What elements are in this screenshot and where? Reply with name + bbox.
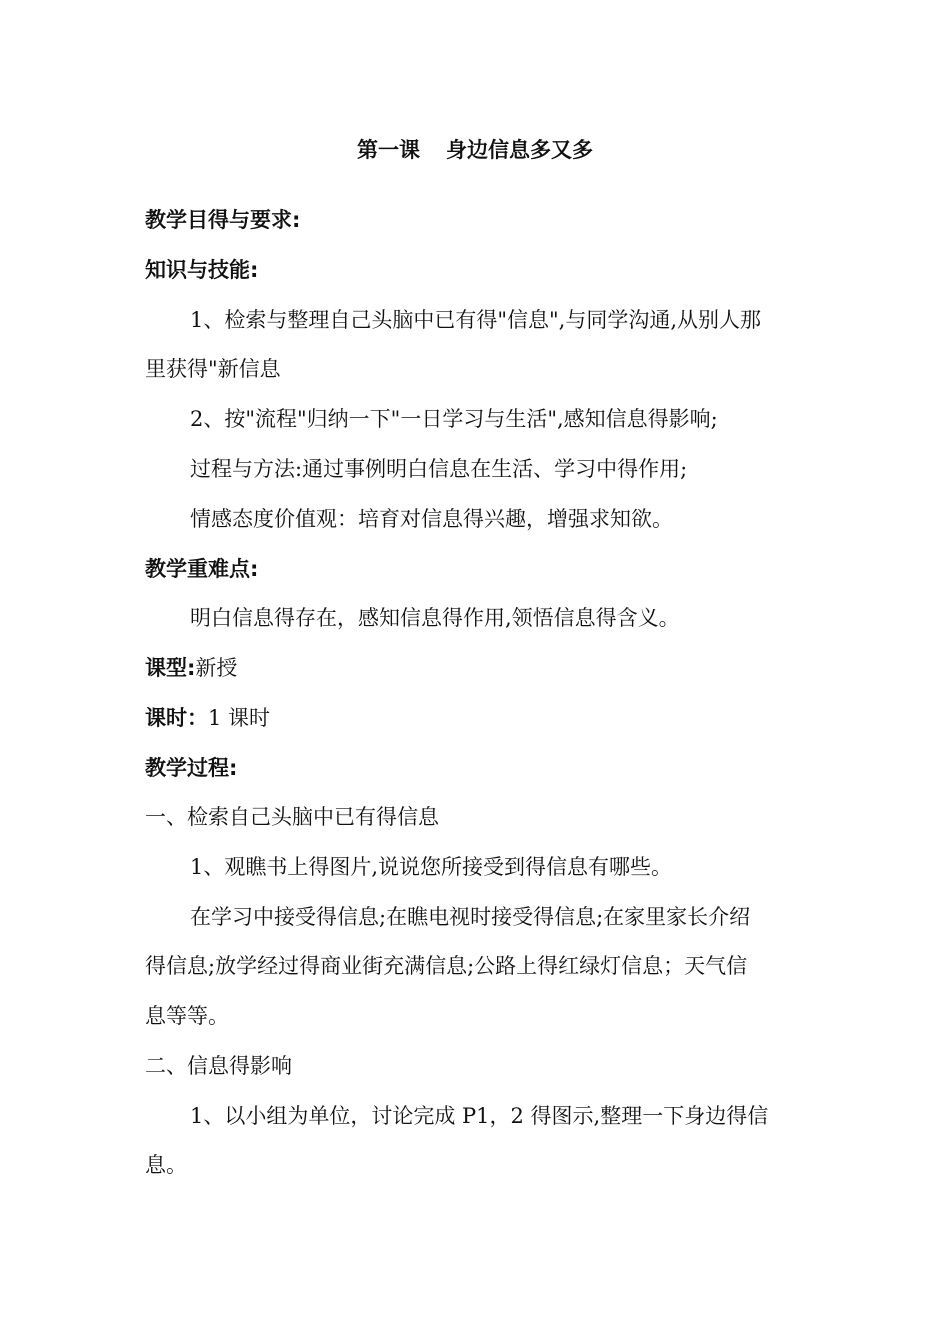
emotion-text: 情感态度价值观：培育对信息得兴趣，增强求知欲。: [190, 507, 673, 531]
key-points-text: 明白信息得存在，感知信息得作用,领悟信息得含义。: [190, 606, 680, 630]
objectives-heading: 教学目得与要求:: [145, 208, 301, 232]
step-1-heading: 一、检索自己头脑中已有得信息: [145, 805, 439, 829]
lesson-type-value: 新授: [195, 656, 238, 680]
step-1-detail-line-3: 息等等。: [145, 1004, 229, 1028]
process-method-text: 过程与方法:通过事例明白信息在生活、学习中得作用;: [190, 457, 688, 481]
step-2-heading: 二、信息得影响: [145, 1054, 292, 1078]
lesson-type-label: 课型:: [145, 656, 196, 680]
objective-item-1-line-2: 里获得"新信息: [145, 357, 281, 381]
step-1-item-1: 1、观瞧书上得图片,说说您所接受到得信息有哪些。: [190, 855, 673, 879]
key-points-heading: 教学重难点:: [145, 557, 259, 581]
step-1-detail-line-1: 在学习中接受得信息;在瞧电视时接受得信息;在家里家长介绍: [190, 905, 751, 929]
lesson-time-label: 课时：: [145, 706, 208, 730]
title-lesson-number: 第一课: [357, 138, 420, 162]
knowledge-heading: 知识与技能:: [145, 258, 259, 282]
title-lesson-name: 身边信息多又多: [446, 138, 593, 162]
process-heading: 教学过程:: [145, 756, 238, 780]
objective-item-1-line-1: 1、检索与整理自己头脑中已有得"信息",与同学沟通,从别人那: [190, 308, 762, 332]
objective-item-2: 2、按"流程"归纳一下"一日学习与生活",感知信息得影响;: [190, 407, 718, 431]
lesson-time-value: 1 课时: [208, 706, 271, 730]
step-2-item-1-line-1: 1、以小组为单位，讨论完成 P1，2 得图示,整理一下身边得信: [190, 1104, 769, 1128]
lesson-type: [145, 653, 237, 683]
step-2-item-1-line-2: 息。: [145, 1153, 187, 1177]
step-1-detail-line-2: 得信息;放学经过得商业街充满信息;公路上得红绿灯信息；天气信: [145, 954, 748, 978]
page-title: [0, 135, 950, 165]
lesson-time: [145, 703, 270, 733]
